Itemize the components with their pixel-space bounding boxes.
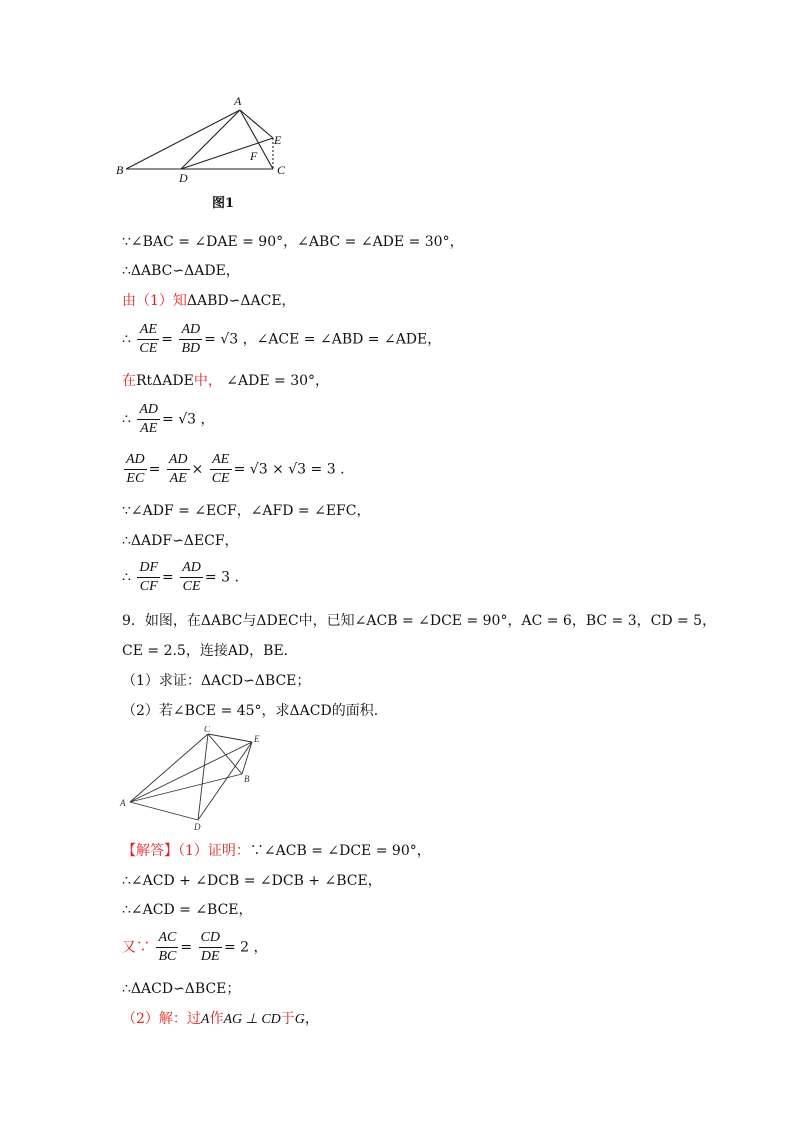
line-10 <box>122 560 239 595</box>
label-b: B <box>116 163 124 177</box>
segment-de <box>181 138 273 169</box>
fraction-df-cf: $\frac{DF}{CF}$ <box>139 560 159 594</box>
segment-ae <box>240 110 273 138</box>
line-2: ∴ΔABC∽ΔADE， <box>122 263 240 279</box>
line-1: ∵∠BAC = ∠DAE = 90°，∠ABC = ∠ADE = 30°， <box>122 234 464 250</box>
equals-sign: = <box>162 569 174 586</box>
problem-9-question-1: （1）求证：ΔACD∽ΔBCE； <box>122 673 311 689</box>
line-6 <box>122 402 215 437</box>
line-7-rest: = √3 × √3 = 3 . <box>233 461 345 478</box>
solution-line-6-point-a: A <box>200 1012 210 1027</box>
fraction-ae-ce: $\frac{AE}{CE}$ <box>139 322 158 356</box>
fraction-ac-bc: $\frac{AC}{BC}$ <box>158 930 177 964</box>
solution-line-4-rest: = 2 ， <box>223 939 268 956</box>
fraction-ad-bd: $\frac{AD}{BD}$ <box>181 322 201 356</box>
line-5 <box>122 372 329 390</box>
therefore-sign: ∴ <box>122 331 131 348</box>
line-5-red-2: 中， <box>193 373 222 389</box>
segment-ad <box>130 802 198 820</box>
fraction-ad-ce: $\frac{AD}{CE}$ <box>182 560 201 594</box>
solution-line-6-end: ， <box>304 1011 319 1027</box>
solution-line-6 <box>122 1010 319 1029</box>
therefore-sign: ∴ <box>122 569 131 586</box>
solution-line-1-math: ∵∠ACB = ∠DCE = 90°， <box>249 843 431 859</box>
line-3-prefix: 由（1）知 <box>122 293 187 309</box>
problem-9-line-1: 9．如图，在ΔABC与ΔDEC中，已知∠ACB = ∠DCE = 90°，AC = 6，BC = 3，CD = 5， <box>122 613 717 629</box>
label-d: D <box>194 822 201 832</box>
label-d: D <box>179 171 188 184</box>
line-8: ∵∠ADF = ∠ECF，∠AFD = ∠EFC， <box>122 503 371 519</box>
segment-ae <box>130 742 252 802</box>
label-f: F <box>250 149 258 163</box>
solution-line-6-red-3: 于 <box>280 1011 295 1027</box>
label-b: B <box>244 774 250 784</box>
line-3 <box>122 292 296 310</box>
solution-line-1 <box>122 842 431 860</box>
line-5-math-2: ∠ADE = 30°， <box>226 373 330 389</box>
line-6-rest: = √3 ， <box>162 411 215 428</box>
equals-sign: = <box>180 939 193 956</box>
times-sign: × <box>191 461 204 478</box>
fraction-ad-ec: $\frac{AD}{EC}$ <box>126 452 145 486</box>
line-5-red-1: 在 <box>122 373 136 389</box>
solution-line-6-perp: AG ⊥ CD <box>223 1012 281 1027</box>
label-a: A <box>120 798 126 808</box>
figure-2-diagram <box>118 726 268 834</box>
label-c: C <box>277 163 286 177</box>
solution-line-6-red-1: （2）解：过 <box>122 1011 201 1027</box>
problem-9-line-2: CE = 2.5，连接AD，BE． <box>122 643 298 659</box>
segment-da <box>181 110 240 169</box>
solution-line-4 <box>122 930 268 965</box>
label-a: A <box>234 94 242 108</box>
segment-be <box>242 742 252 774</box>
solution-heading: 【解答】（1）证明： <box>122 843 250 859</box>
line-9: ∴ΔADF∽ΔECF， <box>122 533 239 549</box>
solution-line-5: ∴ΔACD∽ΔBCE； <box>122 981 241 997</box>
label-e: E <box>274 133 282 147</box>
fraction-cd-de: $\frac{CD}{DE}$ <box>200 930 220 964</box>
line-7 <box>122 452 345 487</box>
fraction-ad-ae-2: $\frac{AD}{AE}$ <box>168 452 188 486</box>
equals-sign: = <box>161 331 173 348</box>
line-10-rest: = 3 . <box>204 569 239 586</box>
line-4-rest: = √3 ，∠ACE = ∠ABD = ∠ADE， <box>204 331 442 348</box>
figure-1-diagram <box>114 92 304 184</box>
line-5-math-1: RtΔADE <box>136 373 194 389</box>
segment-ba <box>126 110 240 169</box>
solution-line-4-prefix: 又∵ <box>122 939 150 956</box>
solution-line-6-red-2: 作 <box>209 1011 224 1027</box>
equals-sign: = <box>148 461 161 478</box>
solution-line-2: ∴∠ACD + ∠DCB = ∠DCB + ∠BCE， <box>122 873 382 889</box>
fraction-ae-ce-2: $\frac{AE}{CE}$ <box>211 452 230 486</box>
line-4 <box>122 322 441 357</box>
segment-ab <box>130 774 242 802</box>
segment-ce <box>208 734 252 742</box>
label-c: C <box>204 726 211 734</box>
problem-9-question-2: （2）若∠BCE = 45°，求ΔACD的面积． <box>122 703 388 719</box>
segment-cb <box>208 734 242 774</box>
line-3-math: ΔABD∽ΔACE， <box>186 293 296 309</box>
solution-line-3: ∴∠ACD = ∠BCE， <box>122 902 253 918</box>
label-e: E <box>254 734 260 744</box>
figure-1-caption: 图1 <box>212 196 235 211</box>
therefore-sign: ∴ <box>122 411 131 428</box>
solution-line-6-point-g: G <box>294 1012 305 1027</box>
fraction-ad-ae: $\frac{AD}{AE}$ <box>139 402 159 436</box>
